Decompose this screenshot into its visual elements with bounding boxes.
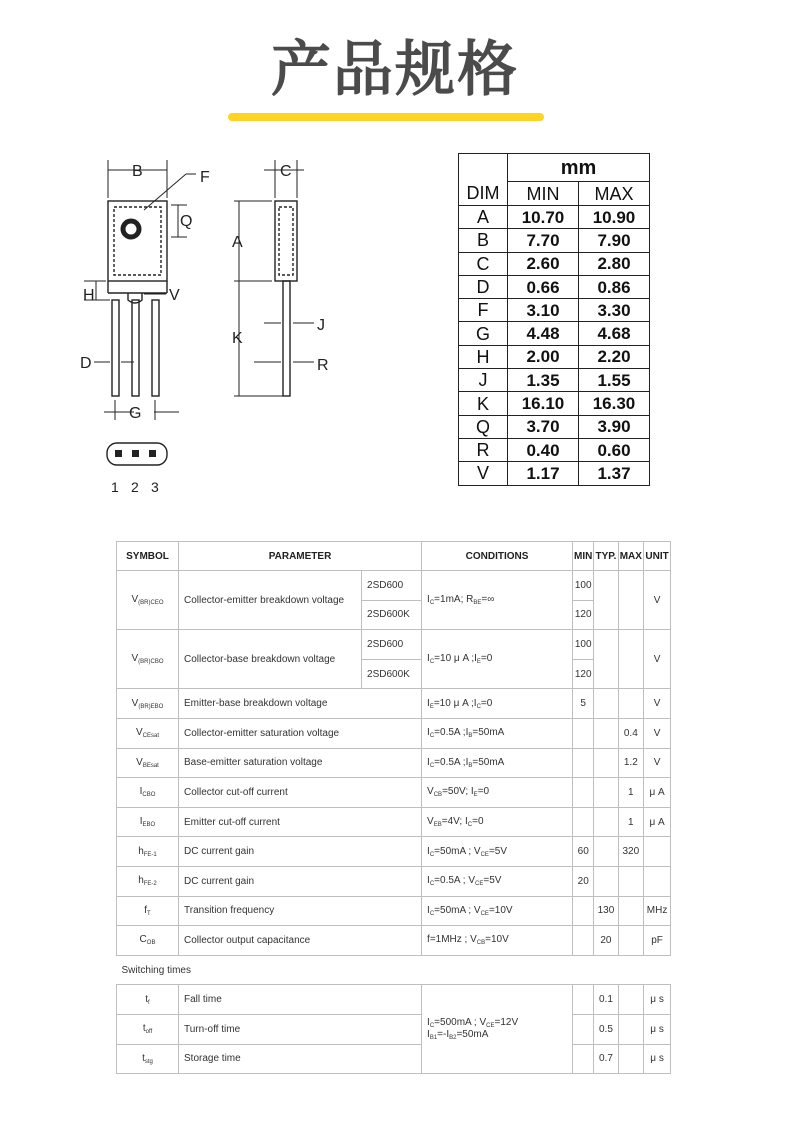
parameter-cell: Emitter-base breakdown voltage — [179, 689, 422, 719]
unit-cell: μ A — [644, 778, 671, 808]
label-r: R — [317, 357, 329, 374]
unit-cell — [644, 866, 671, 896]
table-row — [117, 866, 671, 896]
typ-cell — [594, 866, 618, 896]
conditions-cell: $I_C=10$ μ A $;I_E=0$ — [422, 630, 573, 689]
typ-cell — [594, 778, 618, 808]
label-a: A — [232, 234, 243, 251]
symbol-cell: $t_{stg}$ — [117, 1044, 179, 1074]
symbol-cell: $C_{OB}$ — [117, 926, 179, 956]
table-row — [117, 926, 671, 956]
min-cell — [573, 748, 594, 778]
title-underline — [228, 113, 544, 121]
side-body — [275, 201, 297, 281]
min-cell: 16.10 — [508, 392, 579, 415]
min-cell: 2.00 — [508, 345, 579, 368]
max-cell — [618, 630, 644, 689]
min-cell: 0.40 — [508, 438, 579, 461]
col-unit: UNIT — [644, 542, 671, 571]
label-d: D — [80, 355, 92, 372]
dimension-row — [459, 275, 650, 298]
dim-cell: F — [459, 299, 508, 322]
dim-cell: G — [459, 322, 508, 345]
label-q: Q — [180, 213, 193, 230]
conditions-cell: f=1MHz ; $V_{CB}=10V$ — [422, 926, 573, 956]
max-cell — [618, 985, 644, 1015]
dim-cell: B — [459, 229, 508, 252]
max-cell — [618, 896, 644, 926]
symbol-cell: $V_{(BR)EBO}$ — [117, 689, 179, 719]
label-k: K — [232, 330, 243, 347]
section-row — [117, 955, 671, 985]
min-cell: 100 — [573, 571, 594, 601]
dim-cell: Q — [459, 415, 508, 438]
col-max: MAX — [618, 542, 644, 571]
table-row — [117, 630, 671, 660]
symbol-cell: $h_{FE-1}$ — [117, 837, 179, 867]
dim-cell: H — [459, 345, 508, 368]
unit-cell: V — [644, 718, 671, 748]
min-cell — [573, 926, 594, 956]
min-cell — [573, 985, 594, 1015]
table-row — [117, 1014, 671, 1044]
parameter-cell: Fall time — [179, 985, 422, 1015]
unit-header: mm — [508, 154, 650, 182]
lead-2 — [132, 300, 139, 396]
lead-1 — [112, 300, 119, 396]
min-cell: 120 — [573, 659, 594, 689]
max-cell — [618, 689, 644, 719]
conditions-cell: $I_C=500mA$ ; $V_{CE}=12V$ $I_{B1}=-I_{B2}=50mA$ — [422, 985, 573, 1074]
parameter-cell: Transition frequency — [179, 896, 422, 926]
min-cell: 120 — [573, 600, 594, 630]
unit-cell: V — [644, 748, 671, 778]
pin-3: 3 — [151, 479, 159, 495]
parameter-cell: Turn-off time — [179, 1014, 422, 1044]
package-outline-drawing — [74, 150, 374, 500]
typ-cell — [594, 630, 618, 689]
max-cell — [618, 1014, 644, 1044]
parameter-cell: DC current gain — [179, 837, 422, 867]
dimension-row — [459, 462, 650, 485]
conditions-cell: $V_{EB}=4V$; $I_C=0$ — [422, 807, 573, 837]
parameter-cell: Emitter cut-off current — [179, 807, 422, 837]
symbol-cell: $t_f$ — [117, 985, 179, 1015]
min-cell: 0.66 — [508, 275, 579, 298]
col-parameter: PARAMETER — [179, 542, 422, 571]
dimension-table — [458, 153, 650, 486]
unit-cell: μ s — [644, 1044, 671, 1074]
table-row — [117, 778, 671, 808]
min-cell — [573, 1014, 594, 1044]
label-f: F — [200, 169, 210, 186]
max-cell: 0.60 — [579, 438, 650, 461]
max-cell: 0.86 — [579, 275, 650, 298]
symbol-cell: $f_T$ — [117, 896, 179, 926]
col-conditions: CONDITIONS — [422, 542, 573, 571]
max-cell: 1.37 — [579, 462, 650, 485]
typ-cell: 0.1 — [594, 985, 618, 1015]
parameter-cell: Collector output capacitance — [179, 926, 422, 956]
symbol-cell: $V_{(BR)CEO}$ — [117, 571, 179, 630]
dim-cell: C — [459, 252, 508, 275]
min-cell: 4.48 — [508, 322, 579, 345]
dimension-row — [459, 345, 650, 368]
table-row — [117, 571, 671, 601]
unit-cell: V — [644, 630, 671, 689]
max-cell: 7.90 — [579, 229, 650, 252]
min-cell — [573, 778, 594, 808]
label-j: J — [317, 317, 325, 334]
switching-times-label: Switching times — [117, 955, 671, 985]
conditions-cell: $I_C=0.5A$ $;I_B=50mA$ — [422, 748, 573, 778]
max-cell: 4.68 — [579, 322, 650, 345]
max-cell — [618, 1044, 644, 1074]
table-row — [117, 985, 671, 1015]
dim-cell: V — [459, 462, 508, 485]
conditions-cell: $I_C=0.5A$ ; $V_{CE}=5V$ — [422, 866, 573, 896]
table-row — [117, 748, 671, 778]
conditions-cell: $I_C=50mA$ ; $V_{CE}=10V$ — [422, 896, 573, 926]
conditions-cell: $I_E=10$ μ A $;I_C=0$ — [422, 689, 573, 719]
label-g: G — [129, 405, 142, 422]
min-cell: 3.10 — [508, 299, 579, 322]
unit-cell: μ s — [644, 985, 671, 1015]
col-typ: TYP. — [594, 542, 618, 571]
min-cell: 5 — [573, 689, 594, 719]
dim-corner — [459, 154, 508, 182]
max-cell: 1 — [618, 778, 644, 808]
col-symbol: SYMBOL — [117, 542, 179, 571]
min-cell: 20 — [573, 866, 594, 896]
min-cell — [573, 1044, 594, 1074]
device-cell: 2SD600K — [362, 600, 422, 630]
unit-cell — [644, 837, 671, 867]
spec-table — [116, 541, 671, 1074]
label-b: B — [132, 163, 143, 180]
typ-cell: 20 — [594, 926, 618, 956]
dimension-row — [459, 415, 650, 438]
min-cell: 3.70 — [508, 415, 579, 438]
max-cell: 1 — [618, 807, 644, 837]
parameter-cell: Collector cut-off current — [179, 778, 422, 808]
max-cell: 1.2 — [618, 748, 644, 778]
max-cell — [618, 926, 644, 956]
dim-header: DIM — [459, 182, 508, 206]
max-cell: 2.80 — [579, 252, 650, 275]
parameter-cell: Storage time — [179, 1044, 422, 1074]
spec-header-row — [117, 542, 671, 571]
label-c: C — [280, 163, 292, 180]
dimension-row — [459, 299, 650, 322]
parameter-cell: Base-emitter saturation voltage — [179, 748, 422, 778]
symbol-cell: $t_{off}$ — [117, 1014, 179, 1044]
table-row — [117, 837, 671, 867]
label-v: V — [169, 287, 180, 304]
table-row — [117, 689, 671, 719]
min-header: MIN — [508, 182, 579, 206]
dimension-row — [459, 438, 650, 461]
typ-cell: 0.5 — [594, 1014, 618, 1044]
side-lead — [283, 281, 290, 396]
min-cell — [573, 718, 594, 748]
conditions-cell: $I_C=50mA$ ; $V_{CE}=5V$ — [422, 837, 573, 867]
page-title: 产品规格 — [271, 35, 519, 105]
col-min: MIN — [573, 542, 594, 571]
dimension-row — [459, 229, 650, 252]
mounting-hole — [123, 221, 139, 237]
pin-2: 2 — [131, 479, 139, 495]
max-cell: 0.4 — [618, 718, 644, 748]
dim-cell: R — [459, 438, 508, 461]
unit-cell: MHz — [644, 896, 671, 926]
max-cell: 320 — [618, 837, 644, 867]
min-cell: 7.70 — [508, 229, 579, 252]
parameter-cell: DC current gain — [179, 866, 422, 896]
device-cell: 2SD600 — [362, 571, 422, 601]
dimension-row — [459, 322, 650, 345]
typ-cell — [594, 807, 618, 837]
table-row — [117, 807, 671, 837]
symbol-cell: $V_{CEsat}$ — [117, 718, 179, 748]
min-cell — [573, 896, 594, 926]
dim-cell: J — [459, 369, 508, 392]
min-cell: 1.17 — [508, 462, 579, 485]
dimension-row — [459, 206, 650, 229]
table-row — [117, 1044, 671, 1074]
min-cell: 2.60 — [508, 252, 579, 275]
unit-cell: V — [644, 571, 671, 630]
max-cell — [618, 571, 644, 630]
front-body — [108, 201, 167, 281]
max-cell: 3.30 — [579, 299, 650, 322]
max-cell: 3.90 — [579, 415, 650, 438]
max-cell: 10.90 — [579, 206, 650, 229]
max-cell: 16.30 — [579, 392, 650, 415]
typ-cell — [594, 748, 618, 778]
typ-cell — [594, 718, 618, 748]
unit-cell: μ s — [644, 1014, 671, 1044]
parameter-cell: Collector-emitter breakdown voltage — [179, 571, 362, 630]
unit-cell: V — [644, 689, 671, 719]
typ-cell — [594, 689, 618, 719]
table-row — [117, 896, 671, 926]
max-cell — [618, 866, 644, 896]
min-cell — [573, 807, 594, 837]
parameter-cell: Collector-base breakdown voltage — [179, 630, 362, 689]
device-cell: 2SD600K — [362, 659, 422, 689]
lead-3 — [152, 300, 159, 396]
typ-cell: 0.7 — [594, 1044, 618, 1074]
min-cell: 60 — [573, 837, 594, 867]
max-cell: 1.55 — [579, 369, 650, 392]
conditions-cell: $V_{CB}=50V$; $I_E=0$ — [422, 778, 573, 808]
device-cell: 2SD600 — [362, 630, 422, 660]
front-inner-dashed — [114, 207, 161, 275]
max-cell: 2.20 — [579, 345, 650, 368]
conditions-cell: $I_C=1mA$; $R_{BE}=\infty$ — [422, 571, 573, 630]
dim-cell: D — [459, 275, 508, 298]
pin-1: 1 — [111, 479, 119, 495]
symbol-cell: $V_{BEsat}$ — [117, 748, 179, 778]
symbol-cell: $V_{(BR)CBO}$ — [117, 630, 179, 689]
dim-cell: A — [459, 206, 508, 229]
symbol-cell: $I_{CBO}$ — [117, 778, 179, 808]
unit-cell: pF — [644, 926, 671, 956]
unit-cell: μ A — [644, 807, 671, 837]
dimension-row — [459, 252, 650, 275]
table-row — [117, 718, 671, 748]
typ-cell: 130 — [594, 896, 618, 926]
typ-cell — [594, 837, 618, 867]
min-cell: 10.70 — [508, 206, 579, 229]
symbol-cell: $h_{FE-2}$ — [117, 866, 179, 896]
dimension-row — [459, 369, 650, 392]
spec-rows — [117, 571, 671, 1074]
dimension-rows — [459, 206, 650, 486]
min-cell: 100 — [573, 630, 594, 660]
min-cell: 1.35 — [508, 369, 579, 392]
typ-cell — [594, 571, 618, 630]
parameter-cell: Collector-emitter saturation voltage — [179, 718, 422, 748]
dim-cell: K — [459, 392, 508, 415]
label-h: H — [83, 287, 95, 304]
symbol-cell: $I_{EBO}$ — [117, 807, 179, 837]
conditions-cell: $I_C=0.5A$ $;I_B=50mA$ — [422, 718, 573, 748]
dimension-row — [459, 392, 650, 415]
max-header: MAX — [579, 182, 650, 206]
